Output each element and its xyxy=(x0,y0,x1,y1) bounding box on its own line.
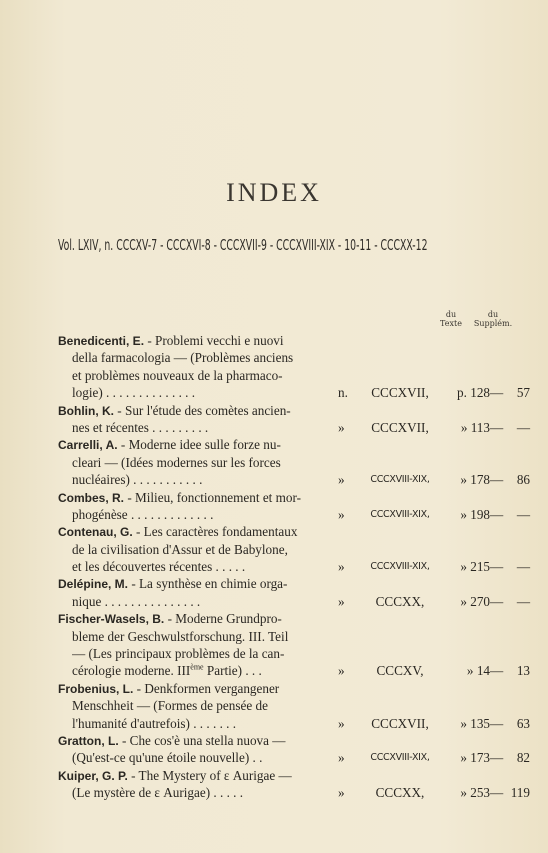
entry-text xyxy=(72,471,338,488)
entry-text xyxy=(58,680,338,698)
entry-line xyxy=(0,767,548,784)
supplement-page: 63 xyxy=(516,715,530,731)
entry-text xyxy=(58,523,338,541)
entry-line xyxy=(0,436,548,453)
entry-text xyxy=(72,367,338,384)
entry-line xyxy=(0,662,548,679)
index-entry xyxy=(0,767,548,802)
entry-line xyxy=(0,628,548,645)
separator-dash: — xyxy=(490,750,504,766)
entry-text xyxy=(72,749,338,766)
page-number xyxy=(436,384,490,401)
page-prefix: » xyxy=(460,715,467,731)
entry-line xyxy=(0,784,548,801)
volume-prefix: » xyxy=(338,419,345,435)
entry-title-line: - Denkformen vergangener xyxy=(136,680,280,696)
entry-line xyxy=(0,506,548,523)
entry-title-line: - Les caractères fondamentaux xyxy=(135,524,298,540)
separator-dash: — xyxy=(490,785,504,801)
page-prefix: » xyxy=(460,750,467,766)
entry-text xyxy=(58,436,338,454)
entry-author: Frobenius, L. xyxy=(58,681,134,696)
separator-dash: — xyxy=(490,663,504,679)
entry-line xyxy=(0,749,548,766)
supplement-page: — xyxy=(516,559,530,575)
separator-dash: — xyxy=(490,419,504,435)
column-head-texte-du: du xyxy=(445,310,457,319)
entry-text xyxy=(72,645,338,662)
separator-dash: — xyxy=(490,385,504,401)
page-prefix: p. xyxy=(457,385,467,401)
volume-prefix: » xyxy=(338,593,345,609)
volume-prefix: » xyxy=(338,506,345,522)
entry-text xyxy=(72,419,338,436)
entry-line xyxy=(0,454,548,471)
entry-text xyxy=(58,332,338,350)
entry-text xyxy=(72,784,338,801)
entry-title-line: et problèmes nouveaux de la pharmaco- xyxy=(72,367,283,383)
entry-text xyxy=(72,715,338,732)
volume-number: CCCXVII, xyxy=(371,385,429,401)
entry-author: Gratton, L. xyxy=(58,733,119,748)
entry-line xyxy=(0,732,548,749)
entry-title-line: della farmacologia — (Problèmes anciens xyxy=(72,350,294,366)
entry-title-line: - Milieu, fonctionnement et mor- xyxy=(127,489,302,505)
entry-title-line: bleme der Geschwulstforschung. III. Teil xyxy=(72,628,289,644)
entry-text xyxy=(72,506,338,523)
volume-number: CCCXVIII-XIX, xyxy=(370,474,430,486)
entry-title-line: et les découvertes récentes . . . . . xyxy=(72,559,246,575)
index-entry xyxy=(0,732,548,767)
entry-title-line: phogénèse . . . . . . . . . . . . . xyxy=(72,506,214,522)
page-value: 14 xyxy=(476,663,490,679)
page-value: 178 xyxy=(470,472,490,488)
entry-text xyxy=(72,593,338,610)
index-entry xyxy=(0,680,548,732)
separator-dash: — xyxy=(490,593,504,609)
supplement-page: 82 xyxy=(516,750,530,766)
entry-title-line: - Moderne Grundpro- xyxy=(167,611,282,627)
supplement-page: 86 xyxy=(516,472,530,488)
entry-text xyxy=(72,541,338,558)
page-prefix: » xyxy=(460,419,468,435)
volume-number: CCCXVII, xyxy=(371,419,429,435)
index-entry xyxy=(0,436,548,488)
index-entry xyxy=(0,332,548,402)
page-value: 198 xyxy=(470,506,490,522)
column-head-supplem xyxy=(470,310,516,328)
entry-text xyxy=(58,610,338,628)
entry-line xyxy=(0,541,548,558)
entry-author: Bohlin, K. xyxy=(58,403,114,418)
page-number xyxy=(436,662,490,679)
page-number xyxy=(436,593,490,610)
entry-line xyxy=(0,575,548,592)
page-value: 173 xyxy=(470,750,490,766)
entry-line xyxy=(0,558,548,575)
entry-author: Benedicenti, E. xyxy=(58,334,145,348)
volume-number: CCCXX, xyxy=(375,593,425,609)
entry-line xyxy=(0,332,548,349)
entry-text xyxy=(72,662,338,679)
page-number xyxy=(436,784,490,801)
volume-number: CCCXVIII-XIX, xyxy=(370,508,430,520)
volume-number: CCCXX, xyxy=(375,785,425,801)
entry-line xyxy=(0,419,548,436)
entry-line xyxy=(0,402,548,419)
entry-line xyxy=(0,489,548,506)
entry-author: Delépine, M. xyxy=(58,577,129,592)
entry-text xyxy=(58,767,338,785)
volume-prefix: » xyxy=(338,559,345,575)
entry-text xyxy=(72,697,338,714)
supplement-page: 13 xyxy=(516,663,530,679)
page-value: 135 xyxy=(470,715,490,731)
entry-title-line: (Le mystère de ε Aurigae) . . . . . xyxy=(72,785,244,801)
column-head-supplem-du: du xyxy=(487,310,499,319)
entry-title-line: - Sur l'étude des comètes ancien- xyxy=(117,402,291,418)
volume-prefix: » xyxy=(338,750,345,766)
volume-number: CCCXVIII-XIX, xyxy=(370,561,430,573)
entry-title-line: — (Les principaux problèmes de la can- xyxy=(72,646,285,662)
volume-prefix: » xyxy=(338,472,345,488)
entry-text xyxy=(58,732,338,750)
index-entry xyxy=(0,575,548,610)
supplement-page: 119 xyxy=(510,785,530,801)
entry-title-line: - The Mystery of ε Aurigae — xyxy=(131,767,292,783)
page-number xyxy=(436,558,490,575)
page-number xyxy=(436,471,490,488)
separator-dash: — xyxy=(490,506,504,522)
entry-text xyxy=(72,628,338,645)
page-value: 128 xyxy=(470,385,490,401)
volume-prefix: » xyxy=(338,715,345,731)
entry-line xyxy=(0,715,548,732)
page-number xyxy=(436,506,490,523)
entry-line xyxy=(0,593,548,610)
volume-number: CCCXVIII-XIX, xyxy=(370,752,430,764)
supplement-page: — xyxy=(516,506,530,522)
entry-title-line: - Moderne idee sulle forze nu- xyxy=(120,437,281,453)
entry-title-line: cérologie moderne. III xyxy=(72,663,191,679)
entry-text xyxy=(58,489,338,507)
entry-line xyxy=(0,697,548,714)
entry-line xyxy=(0,523,548,540)
page-value: 215 xyxy=(470,559,490,575)
index-entries xyxy=(0,332,548,802)
entry-line xyxy=(0,680,548,697)
entry-author: Fischer-Wasels, B. xyxy=(58,612,165,627)
page-number xyxy=(436,749,490,766)
separator-dash: — xyxy=(490,559,504,575)
entry-line xyxy=(0,645,548,662)
entry-title-line: nucléaires) . . . . . . . . . . . xyxy=(72,472,203,488)
entry-text xyxy=(72,384,338,401)
entry-author: Carrelli, A. xyxy=(58,438,118,453)
entry-text xyxy=(58,402,338,420)
entry-title-line: Menschheit — (Formes de pensée de xyxy=(72,698,268,714)
volume-prefix: n. xyxy=(338,385,348,401)
column-head-supplem-label: Supplém. xyxy=(473,319,513,328)
separator-dash: — xyxy=(490,472,504,488)
entry-title-line: nique . . . . . . . . . . . . . . . xyxy=(72,593,201,609)
entry-author: Kuiper, G. P. xyxy=(58,768,128,783)
entry-title-line: logie) . . . . . . . . . . . . . . xyxy=(72,385,196,401)
index-entry xyxy=(0,610,548,680)
column-head-texte xyxy=(436,310,466,328)
index-entry xyxy=(0,523,548,575)
entry-text xyxy=(72,454,338,471)
supplement-page: 57 xyxy=(516,385,530,401)
supplement-page: — xyxy=(516,593,530,609)
separator-dash: — xyxy=(490,715,504,731)
volume-prefix: » xyxy=(338,785,345,801)
page-prefix: » xyxy=(460,472,467,488)
volume-prefix: » xyxy=(338,663,345,679)
entry-title-line: de la civilisation d'Assur et de Babylone, xyxy=(72,541,288,557)
entry-text xyxy=(58,575,338,593)
entry-title-line: - Problemi vecchi e nuovi xyxy=(147,333,284,348)
index-entry xyxy=(0,402,548,437)
entry-line xyxy=(0,471,548,488)
page-value: 253 xyxy=(470,785,490,801)
volume-number: CCCXVII, xyxy=(371,715,429,731)
page-prefix: » xyxy=(460,593,467,609)
entry-title-line: nes et récentes . . . . . . . . . xyxy=(72,419,209,435)
entry-text xyxy=(72,558,338,575)
entry-line xyxy=(0,384,548,401)
index-entry xyxy=(0,489,548,524)
entry-title-line: (Qu'est-ce qu'une étoile nouvelle) . . xyxy=(72,750,263,766)
page-prefix: » xyxy=(466,663,474,679)
page-number xyxy=(436,419,490,436)
page-prefix: » xyxy=(460,785,467,801)
page-prefix: » xyxy=(460,559,467,575)
entry-title-line: - Che cos'è una stella nuova — xyxy=(121,732,286,748)
column-head-texte-label: Texte xyxy=(440,319,462,328)
page-prefix: » xyxy=(460,506,467,522)
volume-number: CCCXV, xyxy=(376,663,424,679)
superscript: ème xyxy=(190,663,204,673)
page-value: 270 xyxy=(470,593,490,609)
entry-author: Contenau, G. xyxy=(58,525,133,540)
entry-title-line: cleari — (Idées modernes sur les forces xyxy=(72,454,281,470)
entry-line xyxy=(0,367,548,384)
volume-line: Vol. LXIV, n. CCCXV-7 - CCCXVI-8 - CCCXVII-9 - CCCXVIII-XIX - 10-11 - CCCXX-12 xyxy=(58,236,428,254)
index-title: INDEX xyxy=(226,178,322,207)
entry-line xyxy=(0,610,548,627)
entry-text xyxy=(72,349,338,366)
page-value: 113 xyxy=(470,419,490,435)
entry-author: Combes, R. xyxy=(58,490,125,505)
entry-title-line: l'humanité d'autrefois) . . . . . . . xyxy=(72,715,237,731)
supplement-page: — xyxy=(516,419,530,435)
entry-line xyxy=(0,349,548,366)
entry-title-tail: Partie) . . . xyxy=(203,663,262,679)
entry-title-line: - La synthèse en chimie orga- xyxy=(131,576,288,592)
page-number xyxy=(436,715,490,732)
